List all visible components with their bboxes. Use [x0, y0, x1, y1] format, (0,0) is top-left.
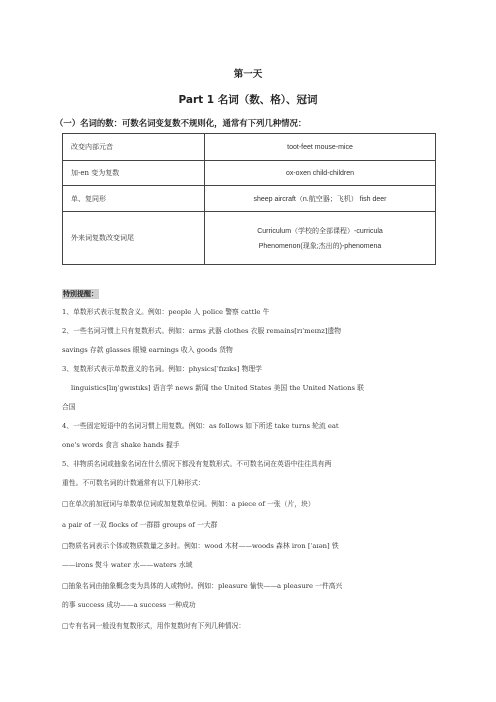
text-line: linguistics[lɪŋˈgwɪstɪks] 语言学 news 新闻 the United States 美国 the United Nations 联 — [71, 384, 364, 392]
text-line: 合国 — [62, 403, 76, 411]
section-heading: （一）名词的数：可数名词变复数不规则化，通常有下列几种情况： — [55, 118, 307, 128]
irregular-plural-table — [62, 133, 436, 265]
table-cell-examples: toot-feet mouse-mice — [205, 134, 436, 161]
part-heading: Part 1 名词（数、格）、冠词 — [178, 94, 318, 106]
table-cell-examples — [205, 212, 436, 265]
text-line: □抽象名词由抽象概念变为具体的人或物时。例如：pleasure 愉快——a pleasure 一件高兴 — [62, 582, 343, 590]
text-line: □专有名词一般没有复数形式，用作复数时有下列几种情况： — [62, 622, 246, 630]
example-line: Curriculum（学校的全部课程）-curricula — [257, 227, 383, 235]
table-cell-examples: ox-oxen child-children — [205, 161, 436, 186]
table-cell-category: 改变内部元音 — [63, 134, 205, 161]
text-line: 3、复数形式表示单数意义的名词。例如：physics[ˈfɪzɪks] 物理学 — [62, 365, 262, 373]
text-line: □在单次前加冠词与单数单位词或加复数单位词。例如：a piece of 一张（片，块） — [62, 500, 315, 508]
table-cell-category: 外来词复数改变词尾 — [63, 212, 205, 265]
table-cell-category: 单、复同形 — [63, 186, 205, 212]
text-line: 1、单数形式表示复数含义。例如：people 人 police 警察 cattle 牛 — [62, 308, 270, 316]
text-line: 的事 success 成功——a success 一种成功 — [62, 601, 196, 609]
text-line: savings 存款 glasses 眼镜 earnings 收入 goods 货物 — [62, 346, 233, 354]
text-line: ——irons 熨斗 water 水——waters 水域 — [62, 561, 193, 569]
example-line: Phenomenon(现象;杰出的)-phenomena — [258, 242, 382, 250]
text-line: 重性。不可数名词的计数通常有以下几种形式： — [62, 479, 205, 487]
text-line: a pair of 一双 flocks of 一群群 groups of 一大群 — [62, 521, 218, 529]
table-cell-examples: sheep aircraft（n.航空器；飞机） fish deer — [205, 186, 436, 212]
page-title: 第一天 — [233, 69, 263, 80]
text-line: 4、一些固定短语中的名词习惯上用复数。例如：as follows 如下所述 take turns 轮流 eat — [62, 422, 339, 430]
text-line: 2、一些名词习惯上只有复数形式。例如：arms 武器 clothes 衣服 remains[rɪˈmeɪnz]遗物 — [62, 327, 342, 335]
tip-label: 特别提醒： — [63, 290, 98, 298]
text-line: 5、非物质名词或抽象名词在什么情况下都没有复数形式。不可数名词在英语中往往具有两 — [62, 460, 332, 468]
table-row — [63, 186, 436, 212]
table-row — [63, 161, 436, 186]
table-row — [63, 134, 436, 161]
text-line: one's words 食言 shake hands 握手 — [62, 441, 180, 449]
text-line: □物质名词表示个体或物质数量之多时。例如：wood 木材——woods 森林 iron [ˈaɪən] 铁 — [62, 542, 339, 550]
table-row — [63, 212, 436, 265]
table-cell-category: 加-en 变为复数 — [63, 161, 205, 186]
